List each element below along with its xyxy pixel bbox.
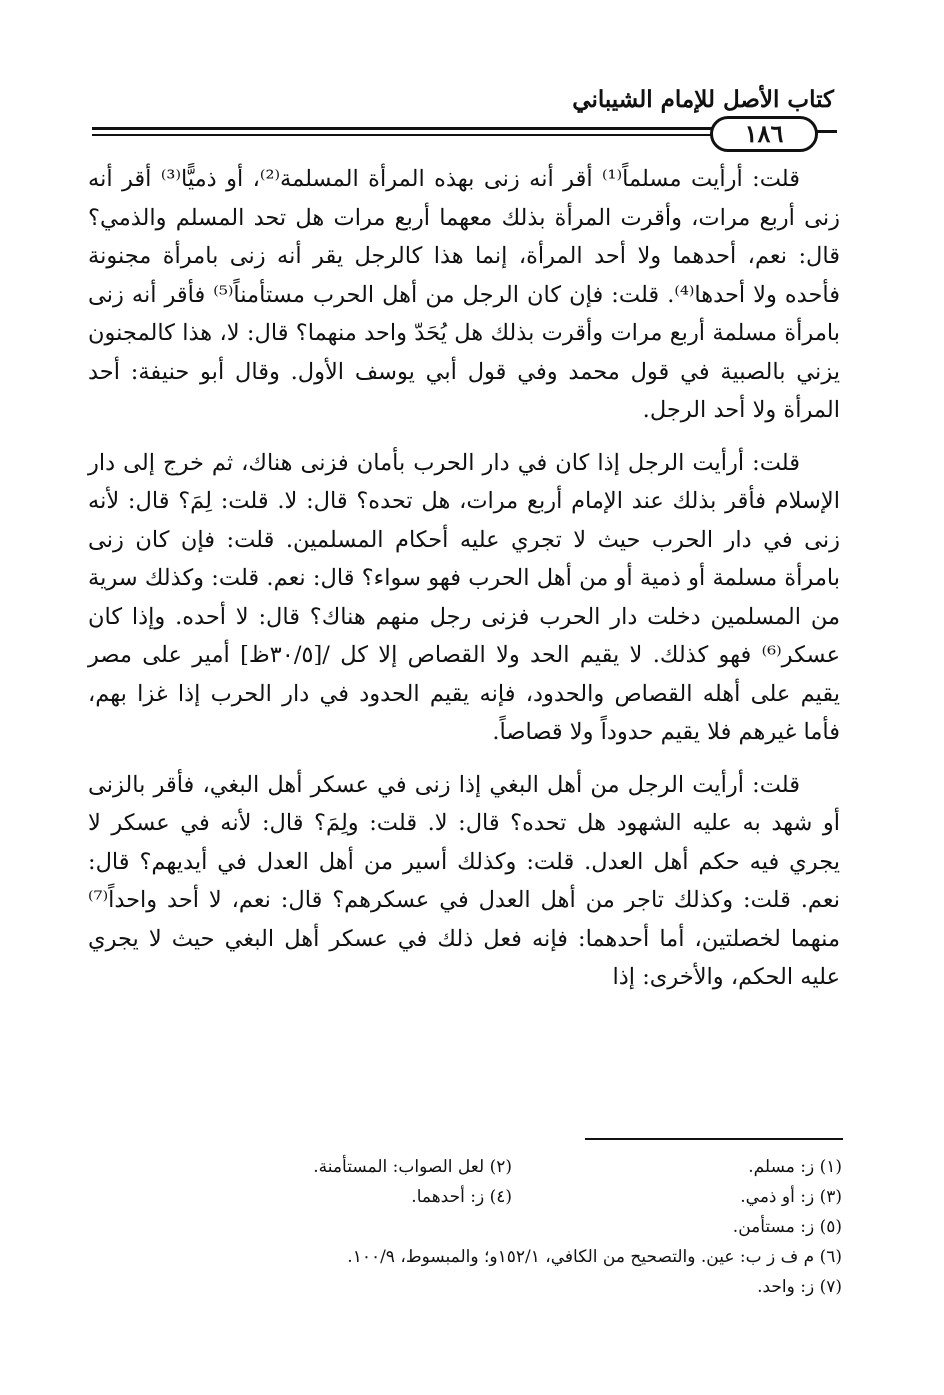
footnote-row (90, 1152, 842, 1182)
footnote-separator (585, 1138, 843, 1140)
footnotes (90, 1152, 842, 1302)
footnote: (١) ز: مسلم. (748, 1157, 842, 1177)
footnote-row (90, 1182, 842, 1212)
main-text (88, 160, 840, 1011)
paragraph: قلت: أرأيت مسلماً⁽¹⁾ أقر أنه زنى بهذه المرأة المسلمة⁽²⁾، أو ذميًّا⁽³⁾ أقر أنه زنى أربع مرات، وأقرت المرأة بذلك معهما أربع مرات هل تحد المسلم والذمي؟ قال: نعم، أحدهما ولا أحد المرأة، إنما هذا كالرجل يقر أنه زنى بامرأة مجنونة فأحده ولا أحدها⁽⁴⁾. قلت: فإن كان الرجل من أهل الحرب مستأمناً⁽⁵⁾ فأقر أنه زنى بامرأة مسلمة أربع مرات وأقرت بذلك هل يُحَدّ واحد منهما؟ قال: لا، هذا كالمجنون يزني بالصبية في قول محمد وفي قول أبي يوسف الأول. وقال أبو حنيفة: أحد المرأة ولا أحد الرجل. (88, 166, 840, 423)
header-rule-right (815, 130, 837, 133)
footnote: (٢) لعل الصواب: المستأمنة. (313, 1157, 512, 1177)
footnote: (٤) ز: أحدهما. (411, 1187, 512, 1207)
footnote: (٧) ز: واحد. (757, 1277, 842, 1297)
footnote: (٥) ز: مستأمن. (732, 1217, 842, 1237)
paragraph: قلت: أرأيت الرجل إذا كان في دار الحرب بأمان فزنى هناك، ثم خرج إلى دار الإسلام فأقر بذلك عند الإمام أربع مرات، هل تحده؟ قال: لا. قلت: لِمَ؟ قال: لأنه زنى في دار الحرب حيث لا تجري عليه أحكام المسلمين. قلت: فإن كان زنى بامرأة مسلمة أو ذمية أو من أهل الحرب فهو سواء؟ قال: نعم. قلت: وكذلك سرية من المسلمين دخلت دار الحرب فزنى رجل منهم هناك؟ قال: لا أحده. وإذا كان عسكر⁽⁶⁾ فهو كذلك. لا يقيم الحد ولا القصاص إلا كل /[٣٠/٥ظ] أمير على مصر يقيم على أهله القصاص والحدود، فإنه يقيم الحدود في دار الحرب إذا غزا بهم، فأما غيرهم فلا يقيم حدوداً ولا قصاصاً. (88, 449, 841, 745)
book-title: كتاب الأصل للإمام الشيباني (572, 86, 834, 113)
page-number: ١٨٦ (710, 116, 818, 152)
paragraph: قلت: أرأيت الرجل من أهل البغي إذا زنى في عسكر أهل البغي، فأقر بالزنى أو شهد به عليه الشهود هل تحده؟ قال: لا. قلت: ولِمَ؟ قال: لأنه في عسكر لا يجري فيه حكم أهل العدل. قلت: وكذلك أسير من أهل العدل في أيديهم؟ قال: نعم. قلت: وكذلك تاجر من أهل العدل في عسكرهم؟ قال: نعم، لا أحد واحداً⁽⁷⁾ منهما لخصلتين، أما أحدهما: فإنه فعل ذلك في عسكر أهل البغي حيث لا يجري عليه الحكم، والأخرى: إذا (88, 771, 840, 990)
header-rule-bottom (92, 134, 762, 136)
footnote: (٦) م ف ز ب: عين. والتصحيح من الكافي، ١٥٢/١و؛ والمبسوط، ١٠٠/٩. (347, 1247, 842, 1267)
header-rule-top (92, 127, 762, 130)
footnote: (٣) ز: أو ذمي. (740, 1187, 842, 1207)
